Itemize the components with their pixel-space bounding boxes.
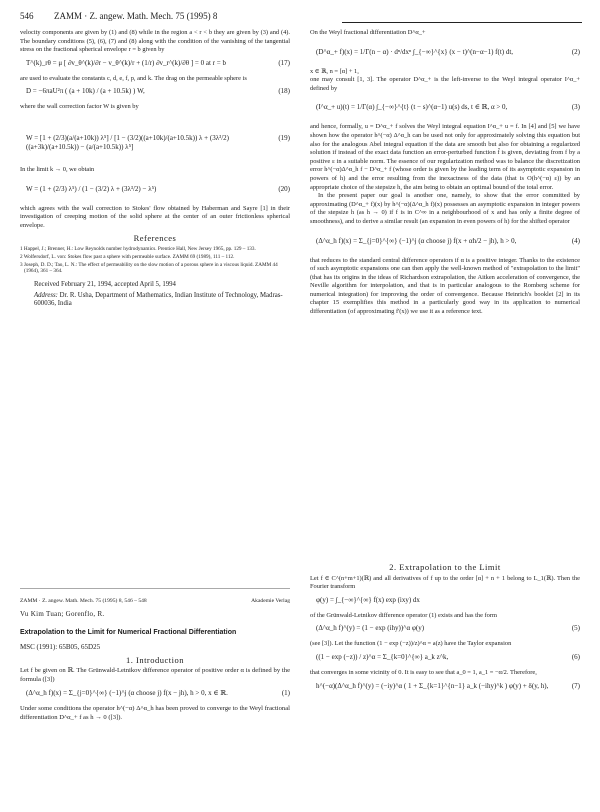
paragraph: On the Weyl fractional differentiation D^α_+ <box>310 29 426 36</box>
equation-formula: (I^α_+ u)(t) = 1/Γ(α) ∫_{−∞}^{t} (t − s)^(α−1) u(s) ds, t ∈ ℝ, α > 0, <box>316 103 508 112</box>
author-address <box>20 292 290 309</box>
equation-formula: T^(k)_rθ = μ [ ∂v_θ^(k)/∂r − v_θ^(k)/r + (1/r) ∂v_r^(k)/∂θ ] = 0 at r = b <box>26 58 226 67</box>
address-text: Dr. R. Usha, Department of Mathematics, Indian Institute of Technology, Madras-600036, India <box>34 291 283 308</box>
section-2-block <box>310 559 580 698</box>
equation-formula: (Δ^α_h f)(x) = Σ_{j=0}^{∞} (−1)^j (α choose j) f(x + αh/2 − jh), h > 0, <box>316 236 517 245</box>
equation-number: (17) <box>278 58 290 67</box>
new-article <box>20 597 290 723</box>
equation-number: (4) <box>571 236 580 245</box>
equation-fourier <box>310 592 580 612</box>
right-column <box>310 29 580 317</box>
equation-number: (19) <box>278 133 290 142</box>
equation-formula: φ(y) = ∫_{−∞}^{∞} f(x) exp (ixy) dx <box>316 595 420 604</box>
paragraph: and hence, formally, u = D^α_+ f solves the Weyl integral equation I^α_+ u = f. In [4] and [5] we have shown how the operator h^(−α) Δ^α_h can be used not only for approximately solving this equation but also for the analogous Abel integral equation if the data are smooth but also for obtaining a regularized solution if instead of the exact data function an error-perturbed function f̃ is given, deviating from f by a positive ε in a suitable norm. The essence of our regularization method was to balance the discretization error h^(−α)Δ^α_h f − D^α_+ f (whose order is given by the leading term of its asymptotic expansion in powers of h) and the error resulting from the inexactness of the data (that is O(h^(−α) ε)) by an appropriate choice of the stepsize h, the aim being to obtain an optimal bound of the total error. <box>310 123 580 191</box>
paragraph: are used to evaluate the constants c, d, e, f, p, and k. The drag on the permeable sphere is <box>20 74 247 82</box>
equation-4 <box>310 227 580 257</box>
article-meta <box>20 597 290 607</box>
publisher: Akademie Verlag <box>251 598 290 604</box>
paragraph: that reduces to the standard central difference operators if α is a positive integer. Thanks to the existence of such asymptotic expansions one can then apply the well-known method of "extrapolation to the limit" (that has its origins in the ideas of Richardson extrapolation, the Aitken acceleration of convergence, the Neville algorithm for interpolation, and that is in particular analogous to the Romberg scheme for numerical integration) for improving the order of convergence. Because Heinrich's booklet [2] in its chapter 15 exemplifies this method in a particularly good way in its application to numerical differentiation (of approximating f'(x)) we use it as a reference text. <box>310 256 580 316</box>
equation-number: (1) <box>281 688 290 697</box>
equation-number: (2) <box>571 47 580 56</box>
received-date: Received February 21, 1994, accepted April 5, 1994 <box>34 281 176 289</box>
reference-item: 3 Joseph, D. D.; Tao, L. N.: The effect of permeability on the slow motion of a porous sphere in a viscous liquid. ZAMM 44 (1964), 361 – 364. <box>20 261 278 275</box>
journal-citation: ZAMM · Z. angew. Math. Mech. 75 (1995) 8 <box>54 11 218 21</box>
page-number: 546 <box>20 11 34 21</box>
paragraph: Let f ∈ C^(n+m+1)(ℝ) and all derivatives of f up to the order [α] + n + 1 belong to L_1(ℝ). Then the Fourier transform <box>310 574 580 591</box>
section-heading-introduction: 1. Introduction <box>125 654 185 665</box>
equation-7 <box>310 678 580 698</box>
equation-number: (7) <box>571 681 580 690</box>
equation-formula: D = −6πaU²π ( (a + 10k) / (a + 10.5k) ) W, <box>26 87 145 96</box>
paragraph: one may consult [1, 3]. The operator D^α_+ is the left-inverse to the Weyl integral operator I^α_+ defined by <box>310 76 580 92</box>
equation-number: (3) <box>571 103 580 112</box>
article-citation: ZAMM · Z. angew. Math. Mech. 75 (1995) 8, 546 – 548 <box>20 598 147 604</box>
equation-formula: h^(−α)(Δ^α_h f)^(y) = (−iy)^α ( 1 + Σ_{k=1}^{n−1} a_k (−ihy)^k ) φ(y) + δ(y, h), <box>316 681 549 690</box>
equation-17 <box>20 55 290 75</box>
reference-item: 1 Happel, J.; Brenner, H.: Low Reynolds number hydrodynamics. Prentice Hall, New Jersey 1965, pp. 129 – 133. <box>20 245 256 252</box>
paragraph: In the limit k → 0, we obtain <box>20 165 95 173</box>
equation-number: (20) <box>278 184 290 193</box>
equation-20 <box>20 175 290 205</box>
left-column <box>20 29 290 309</box>
paragraph: (see [3]). Let the function (1 − exp (−z))/z)^α = a(z) have the Taylor expansion <box>310 640 512 648</box>
equation-number: (18) <box>278 87 290 96</box>
equation-formula: (Δ^α_h f)(x) = Σ_{j=0}^{∞} (−1)^j (α choose j) f(x − jh), h > 0, x ∈ ℝ. <box>26 688 228 697</box>
running-header <box>20 11 582 25</box>
paragraph: of the Grünwald-Letnikov difference operator (1) exists and has the form <box>310 611 497 619</box>
references-heading: References <box>133 233 177 244</box>
article-separator <box>20 588 290 589</box>
article-title: Extrapolation to the Limit for Numerical Fractional Differentiation <box>20 628 237 636</box>
equation-formula: (Δ^α_h f)^(y) = (1 − exp (ihy))^α φ(y) <box>316 624 425 633</box>
equation-formula: (D^α_+ f)(x) = 1/Γ(n − α) · dⁿ/dxⁿ ∫_{−∞}^{x} (x − t)^(n−α−1) f(t) dt, <box>316 47 514 56</box>
equation-2 <box>310 38 580 68</box>
msc-classification: MSC (1991): 65B05, 65D25 <box>20 642 101 651</box>
equation-number: (6) <box>571 652 580 661</box>
equation-condition: x ∈ ℝ, n = [α] + 1, <box>310 67 359 75</box>
equation-18 <box>20 83 290 103</box>
paragraph: velocity components are given by (1) and (8) while in the region a < r < b they are given by (3) and (4). The boundary conditions (5), (6), (7) and (8) along with the condition of the vanishing of the tangential stress on the fractional spherical envelope r = b given by <box>20 29 290 54</box>
equation-formula: W = (1 + (2/3) λ⁵) / (1 − (3/2) λ + (3λ³/2) − λ⁵) <box>26 184 157 193</box>
equation-1 <box>20 685 290 705</box>
paragraph: Under some conditions the operator h^(−α) Δ^α_h has been proved to converge to the Weyl fractional differentiation D^α_+ f as h → 0 ([3]). <box>20 704 290 721</box>
article-authors: Vu Kim Tuan; Gorenflo, R. <box>20 610 105 618</box>
reference-item: 2 Wolfersdorf, L. von: Stokes flow past a sphere with permeable surface. ZAMM 69 (1989), 111 – 112. <box>20 253 235 260</box>
paragraph: Let f be given on ℝ. The Grünwald-Letnikov difference operator of positive order α is defined by the formula ([3]) <box>20 667 290 684</box>
equation-formula: ((1 − exp (−z)) / z)^α = Σ_{k=0}^{∞} a_k z^k, <box>316 652 449 661</box>
equation-formula: W = [1 + (2/3)(a/(a+10k)) λ⁵] / [1 − (3/2)((a+10k)/(a+10.5k)) λ + (3λ³/2)((a+3k)/(a+10.5k)) − (a/(a+10.5k)) λ⁵] <box>26 133 229 151</box>
paragraph: which agrees with the wall correction to Stokes' flow obtained by Haberman and Sayre [1] in their investigation of creeping motion of the solid sphere at the center of an outer frictionless spherical envelope. <box>20 204 290 229</box>
paragraph: that converges in some vicinity of 0. It is easy to see that a_0 = 1, a_1 = −α/2. Therefore, <box>310 668 537 676</box>
header-rule <box>342 22 582 23</box>
equation-19 <box>20 112 290 166</box>
paragraph: where the wall correction factor W is given by <box>20 103 139 111</box>
equation-5 <box>310 620 580 640</box>
equation-3 <box>310 93 580 123</box>
reference-list <box>20 246 290 275</box>
equation-number: (5) <box>571 624 580 633</box>
address-label: Address: <box>34 291 58 299</box>
paragraph: In the present paper our goal is another one, namely, to show that the error committed by approximating (D^α_+ f)(x) by h^(−α)(Δ^α_h f)(x) possesses an asymptotic expansion in integer powers of the stepsize h (as h → 0) if f is in C^∞ in a neighbourhood of x and has only a finite degree of smoothness), and to derive a similar result (an expansion in even powers of h) for the shifted operator <box>310 192 580 225</box>
equation-6 <box>310 649 580 669</box>
section-heading-extrapolation: 2. Extrapolation to the Limit <box>389 562 501 572</box>
